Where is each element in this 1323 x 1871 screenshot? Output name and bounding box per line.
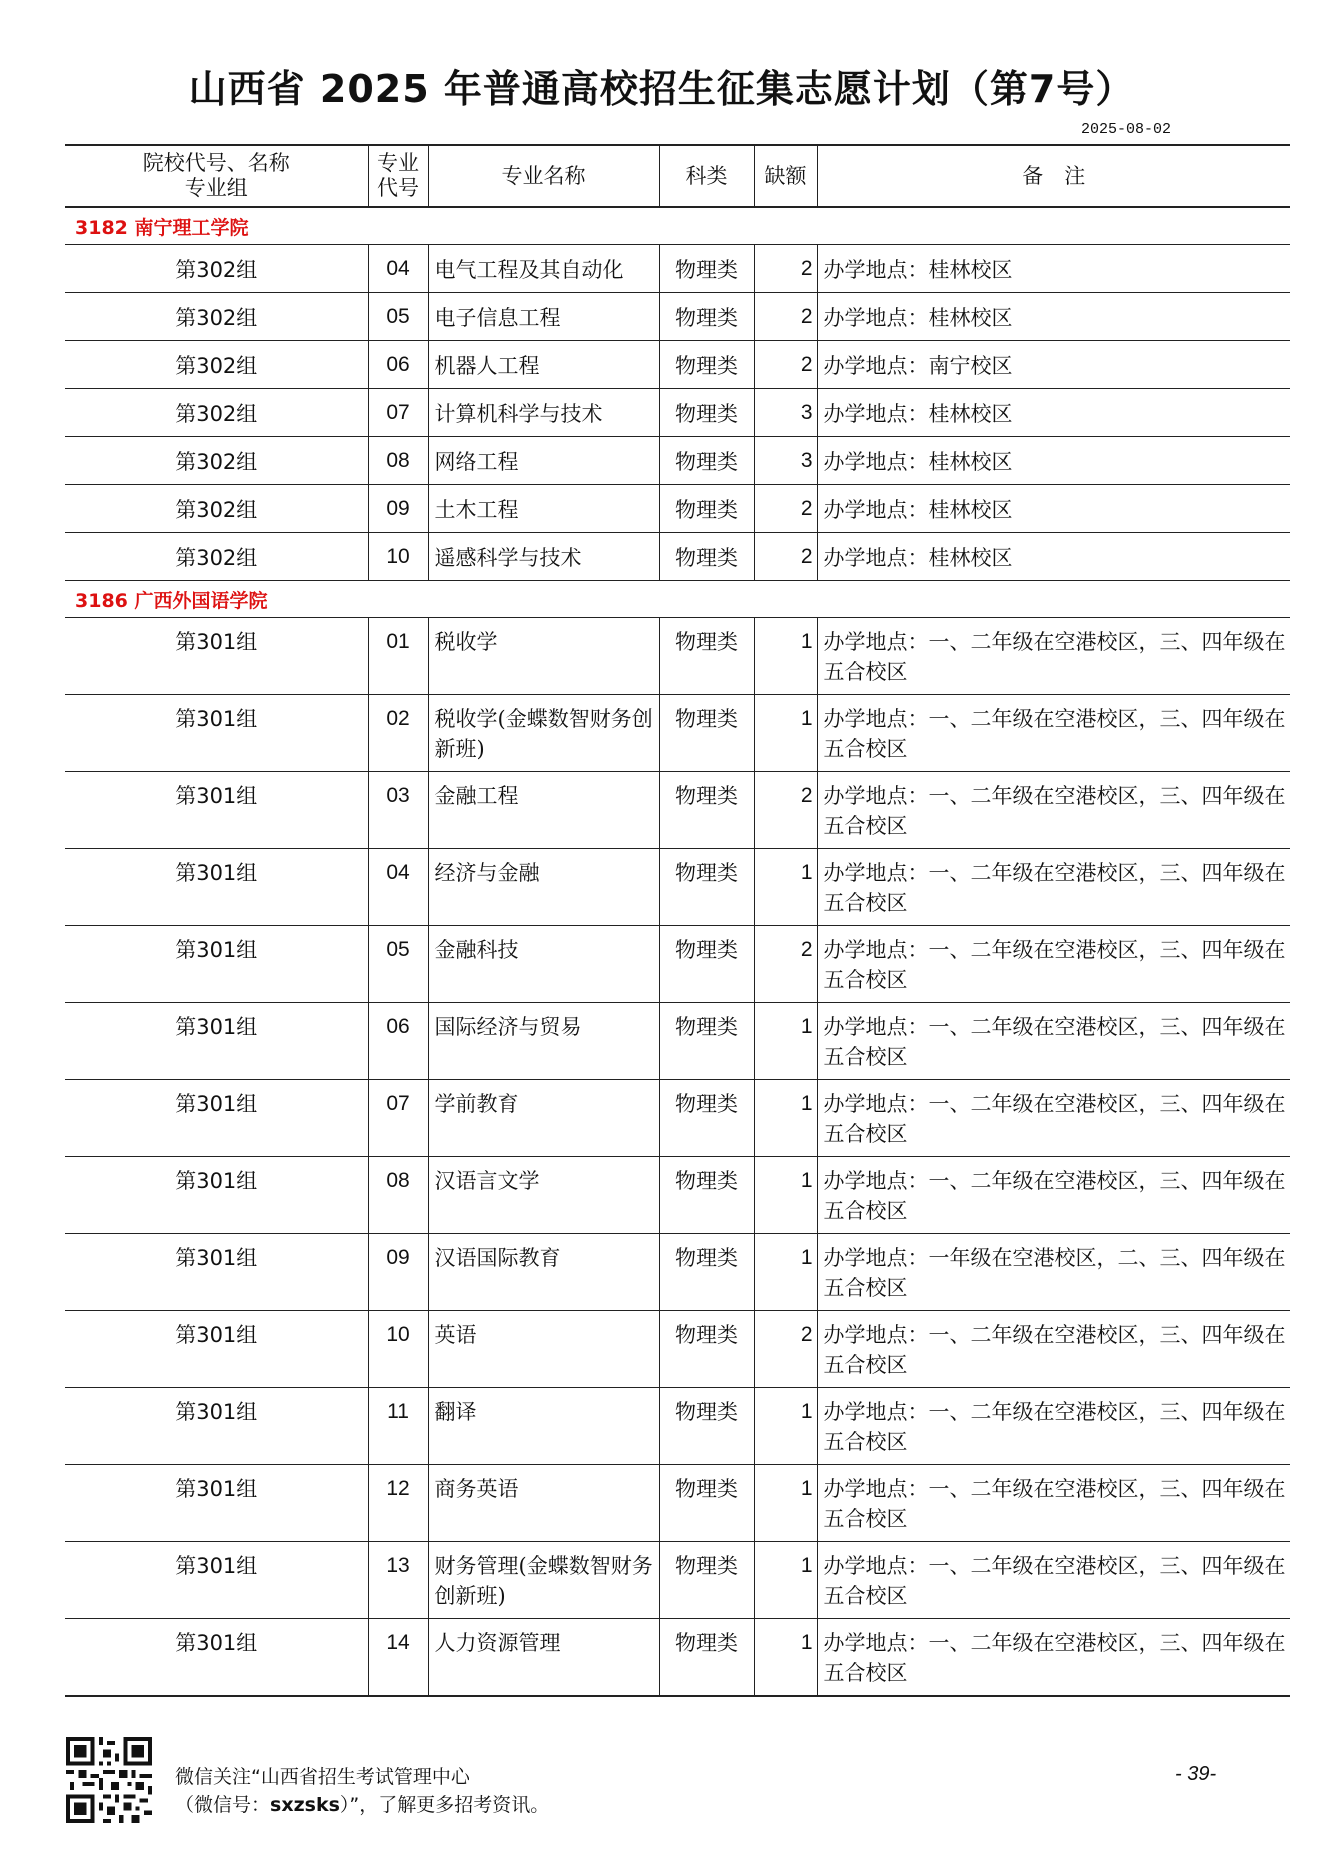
table-row — [65, 293, 1290, 341]
quota-cell: 1 — [754, 1465, 817, 1542]
major-code-cell: 05 — [368, 926, 428, 1003]
table-row — [65, 1080, 1290, 1157]
quota-cell: 2 — [754, 485, 817, 533]
major-code-cell: 01 — [368, 618, 428, 695]
category-cell: 物理类 — [659, 437, 754, 485]
major-code-cell: 03 — [368, 772, 428, 849]
enrollment-plan-table — [65, 144, 1290, 1697]
note-cell: 办学地点：一、二年级在空港校区，三、四年级在五合校区 — [817, 849, 1290, 926]
major-code-cell: 04 — [368, 245, 428, 293]
category-cell: 物理类 — [659, 772, 754, 849]
category-cell: 物理类 — [659, 341, 754, 389]
note-cell: 办学地点：一、二年级在空港校区，三、四年级在五合校区 — [817, 1311, 1290, 1388]
group-cell: 第301组 — [65, 926, 368, 1003]
table-row — [65, 1234, 1290, 1311]
group-cell: 第301组 — [65, 1542, 368, 1619]
quota-cell: 1 — [754, 1388, 817, 1465]
group-cell: 第302组 — [65, 533, 368, 581]
major-name-cell: 翻译 — [428, 1388, 659, 1465]
quota-cell: 2 — [754, 533, 817, 581]
major-code-cell: 05 — [368, 293, 428, 341]
category-cell: 物理类 — [659, 1003, 754, 1080]
major-name-cell: 计算机科学与技术 — [428, 389, 659, 437]
category-cell: 物理类 — [659, 1157, 754, 1234]
quota-cell: 2 — [754, 926, 817, 1003]
major-code-cell: 14 — [368, 1619, 428, 1696]
major-name-cell: 网络工程 — [428, 437, 659, 485]
table-row — [65, 1157, 1290, 1234]
note-cell: 办学地点：桂林校区 — [817, 485, 1290, 533]
category-cell: 物理类 — [659, 533, 754, 581]
table-row — [65, 1542, 1290, 1619]
footer-notice — [175, 1763, 549, 1819]
major-code-cell: 08 — [368, 437, 428, 485]
school-header-row — [65, 207, 1290, 245]
quota-cell: 3 — [754, 389, 817, 437]
note-cell: 办学地点：桂林校区 — [817, 389, 1290, 437]
category-cell: 物理类 — [659, 1080, 754, 1157]
table-row — [65, 695, 1290, 772]
major-code-cell: 06 — [368, 341, 428, 389]
table-row — [65, 1619, 1290, 1696]
major-name-cell: 税收学(金蝶数智财务创新班) — [428, 695, 659, 772]
table-body — [65, 207, 1290, 1696]
major-name-cell: 学前教育 — [428, 1080, 659, 1157]
quota-cell: 2 — [754, 341, 817, 389]
table-header-row — [65, 145, 1290, 207]
note-cell: 办学地点：桂林校区 — [817, 245, 1290, 293]
major-name-cell: 金融科技 — [428, 926, 659, 1003]
major-code-cell: 12 — [368, 1465, 428, 1542]
note-cell: 办学地点：桂林校区 — [817, 293, 1290, 341]
table-row — [65, 618, 1290, 695]
table-row — [65, 1388, 1290, 1465]
school-name: 3182 南宁理工学院 — [65, 207, 1290, 245]
group-cell: 第301组 — [65, 1080, 368, 1157]
table-row — [65, 772, 1290, 849]
major-name-cell: 人力资源管理 — [428, 1619, 659, 1696]
table-row — [65, 1003, 1290, 1080]
major-name-cell: 英语 — [428, 1311, 659, 1388]
major-code-cell: 08 — [368, 1157, 428, 1234]
group-cell: 第302组 — [65, 293, 368, 341]
note-cell: 办学地点：一、二年级在空港校区，三、四年级在五合校区 — [817, 1465, 1290, 1542]
note-cell: 办学地点：一、二年级在空港校区，三、四年级在五合校区 — [817, 1080, 1290, 1157]
major-code-cell: 10 — [368, 533, 428, 581]
category-cell: 物理类 — [659, 1311, 754, 1388]
major-name-cell: 金融工程 — [428, 772, 659, 849]
table-row — [65, 437, 1290, 485]
category-cell: 物理类 — [659, 695, 754, 772]
major-name-cell: 商务英语 — [428, 1465, 659, 1542]
page-title: 山西省 2025 年普通高校招生征集志愿计划（第7号） — [188, 67, 1135, 111]
header-code: 专业 代号 — [368, 145, 428, 207]
header-major-name: 专业名称 — [428, 145, 659, 207]
major-code-cell: 09 — [368, 1234, 428, 1311]
major-code-cell: 10 — [368, 1311, 428, 1388]
header-category: 科类 — [659, 145, 754, 207]
table-row — [65, 533, 1290, 581]
quota-cell: 3 — [754, 437, 817, 485]
note-cell: 办学地点：一、二年级在空港校区，三、四年级在五合校区 — [817, 1157, 1290, 1234]
note-cell: 办学地点：一、二年级在空港校区，三、四年级在五合校区 — [817, 695, 1290, 772]
school-name: 3186 广西外国语学院 — [65, 581, 1290, 618]
major-code-cell: 04 — [368, 849, 428, 926]
major-name-cell: 税收学 — [428, 618, 659, 695]
major-code-cell: 11 — [368, 1388, 428, 1465]
table-row — [65, 849, 1290, 926]
category-cell: 物理类 — [659, 1465, 754, 1542]
major-name-cell: 电子信息工程 — [428, 293, 659, 341]
major-name-cell: 经济与金融 — [428, 849, 659, 926]
school-header-row — [65, 581, 1290, 618]
quota-cell: 2 — [754, 293, 817, 341]
quota-cell: 2 — [754, 772, 817, 849]
note-cell: 办学地点：一、二年级在空港校区，三、四年级在五合校区 — [817, 1388, 1290, 1465]
quota-cell: 1 — [754, 1234, 817, 1311]
note-cell: 办学地点：一、二年级在空港校区，三、四年级在五合校区 — [817, 618, 1290, 695]
major-name-cell: 机器人工程 — [428, 341, 659, 389]
table-row — [65, 485, 1290, 533]
category-cell: 物理类 — [659, 389, 754, 437]
note-cell: 办学地点：南宁校区 — [817, 341, 1290, 389]
category-cell: 物理类 — [659, 485, 754, 533]
quota-cell: 1 — [754, 618, 817, 695]
group-cell: 第301组 — [65, 1465, 368, 1542]
category-cell: 物理类 — [659, 1542, 754, 1619]
major-code-cell: 07 — [368, 1080, 428, 1157]
group-cell: 第301组 — [65, 1619, 368, 1696]
major-name-cell: 电气工程及其自动化 — [428, 245, 659, 293]
note-cell: 办学地点：桂林校区 — [817, 533, 1290, 581]
quota-cell: 1 — [754, 695, 817, 772]
quota-cell: 1 — [754, 1542, 817, 1619]
table-row — [65, 341, 1290, 389]
table-row — [65, 926, 1290, 1003]
category-cell: 物理类 — [659, 926, 754, 1003]
quota-cell: 1 — [754, 1157, 817, 1234]
note-cell: 办学地点：一年级在空港校区，二、三、四年级在五合校区 — [817, 1234, 1290, 1311]
footer-line-1: 微信关注“山西省招生考试管理中心 — [175, 1766, 470, 1788]
group-cell: 第301组 — [65, 1311, 368, 1388]
category-cell: 物理类 — [659, 1234, 754, 1311]
quota-cell: 1 — [754, 1080, 817, 1157]
major-name-cell: 汉语国际教育 — [428, 1234, 659, 1311]
note-cell: 办学地点：一、二年级在空港校区，三、四年级在五合校区 — [817, 1003, 1290, 1080]
category-cell: 物理类 — [659, 245, 754, 293]
page-number: - 39- — [1175, 1763, 1217, 1785]
major-code-cell: 07 — [368, 389, 428, 437]
major-name-cell: 国际经济与贸易 — [428, 1003, 659, 1080]
category-cell: 物理类 — [659, 618, 754, 695]
group-cell: 第302组 — [65, 341, 368, 389]
major-code-cell: 06 — [368, 1003, 428, 1080]
note-cell: 办学地点：一、二年级在空港校区，三、四年级在五合校区 — [817, 1619, 1290, 1696]
table-row — [65, 245, 1290, 293]
major-name-cell: 财务管理(金蝶数智财务创新班) — [428, 1542, 659, 1619]
group-cell: 第301组 — [65, 695, 368, 772]
group-cell: 第302组 — [65, 437, 368, 485]
note-cell: 办学地点：桂林校区 — [817, 437, 1290, 485]
table-row — [65, 389, 1290, 437]
group-cell: 第302组 — [65, 245, 368, 293]
group-cell: 第301组 — [65, 1388, 368, 1465]
category-cell: 物理类 — [659, 1619, 754, 1696]
quota-cell: 1 — [754, 1619, 817, 1696]
table-row — [65, 1311, 1290, 1388]
category-cell: 物理类 — [659, 293, 754, 341]
footer-line-2: （微信号：sxzsks）”，了解更多招考资讯。 — [175, 1794, 550, 1816]
quota-cell: 1 — [754, 849, 817, 926]
header-note: 备 注 — [817, 145, 1290, 207]
quota-cell: 1 — [754, 1003, 817, 1080]
major-code-cell: 13 — [368, 1542, 428, 1619]
major-name-cell: 土木工程 — [428, 485, 659, 533]
group-cell: 第301组 — [65, 618, 368, 695]
group-cell: 第301组 — [65, 1157, 368, 1234]
group-cell: 第301组 — [65, 1234, 368, 1311]
group-cell: 第301组 — [65, 849, 368, 926]
wechat-qr-code-icon — [66, 1737, 152, 1823]
note-cell: 办学地点：一、二年级在空港校区，三、四年级在五合校区 — [817, 926, 1290, 1003]
quota-cell: 2 — [754, 1311, 817, 1388]
group-cell: 第302组 — [65, 485, 368, 533]
note-cell: 办学地点：一、二年级在空港校区，三、四年级在五合校区 — [817, 1542, 1290, 1619]
note-cell: 办学地点：一、二年级在空港校区，三、四年级在五合校区 — [817, 772, 1290, 849]
table-row — [65, 1465, 1290, 1542]
publish-date: 2025-08-02 — [1080, 121, 1171, 138]
category-cell: 物理类 — [659, 849, 754, 926]
major-name-cell: 遥感科学与技术 — [428, 533, 659, 581]
header-group: 院校代号、名称 专业组 — [65, 145, 368, 207]
group-cell: 第301组 — [65, 1003, 368, 1080]
major-name-cell: 汉语言文学 — [428, 1157, 659, 1234]
quota-cell: 2 — [754, 245, 817, 293]
group-cell: 第302组 — [65, 389, 368, 437]
major-code-cell: 09 — [368, 485, 428, 533]
header-quota: 缺额 — [754, 145, 817, 207]
group-cell: 第301组 — [65, 772, 368, 849]
major-code-cell: 02 — [368, 695, 428, 772]
category-cell: 物理类 — [659, 1388, 754, 1465]
